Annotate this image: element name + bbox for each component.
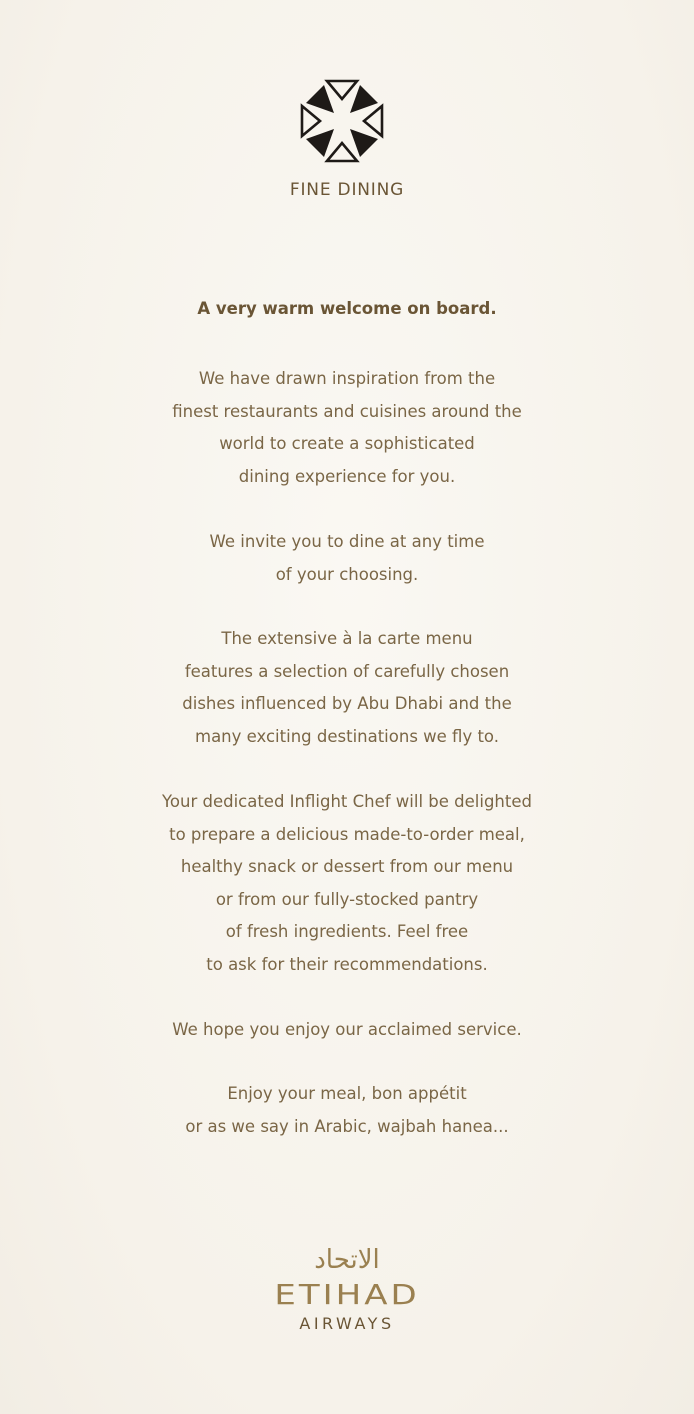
paragraph-line: of fresh ingredients. Feel free bbox=[225, 922, 469, 942]
paragraph-line: or from our fully-stocked pantry bbox=[215, 889, 479, 909]
paragraph-dine-anytime bbox=[0, 526, 694, 591]
paragraph-inspiration bbox=[0, 363, 694, 493]
section-title: FINE DINING bbox=[289, 180, 405, 200]
paragraph-line: features a selection of carefully chosen bbox=[184, 661, 510, 681]
welcome-heading: A very warm welcome on board. bbox=[197, 299, 497, 318]
paragraph-line: Enjoy your meal, bon appétit bbox=[227, 1084, 467, 1103]
etihad-logo bbox=[0, 1245, 694, 1335]
paragraph-line: We invite you to dine at any time bbox=[209, 532, 485, 551]
paragraph-line: dishes influenced by Abu Dhabi and the bbox=[182, 694, 512, 714]
paragraph-inflight-chef bbox=[0, 786, 694, 982]
brand-arabic: الاتحاد bbox=[314, 1245, 380, 1275]
paragraph-line: or as we say in Arabic, wajbah hanea... bbox=[185, 1116, 509, 1136]
brand-name: ETIHAD bbox=[274, 1278, 420, 1312]
paragraph-line: We have drawn inspiration from the bbox=[198, 369, 496, 388]
paragraph-service bbox=[0, 1014, 694, 1047]
paragraph-line: to ask for their recommendations. bbox=[206, 954, 488, 974]
paragraph-line: dining experience for you. bbox=[238, 466, 456, 486]
paragraph-bon-appetit bbox=[0, 1078, 694, 1143]
brand-subtitle: AIRWAYS bbox=[299, 1314, 395, 1333]
paragraph-line: The extensive à la carte menu bbox=[221, 629, 473, 648]
paragraph-line: to prepare a delicious made-to-order meal, bbox=[169, 824, 525, 844]
paragraph-line: of your choosing. bbox=[275, 564, 419, 584]
etihad-star-emblem-icon bbox=[298, 77, 386, 165]
paragraph-line: healthy snack or dessert from our menu bbox=[180, 857, 514, 877]
paragraph-line: many exciting destinations we fly to. bbox=[195, 726, 499, 746]
paragraph-line: We hope you enjoy our acclaimed service. bbox=[172, 1020, 522, 1039]
paragraph-line: world to create a sophisticated bbox=[219, 434, 475, 454]
paragraph-line: Your dedicated Inflight Chef will be delighted bbox=[162, 792, 532, 811]
paragraph-a-la-carte bbox=[0, 623, 694, 753]
paragraph-line: finest restaurants and cuisines around the bbox=[172, 401, 522, 421]
